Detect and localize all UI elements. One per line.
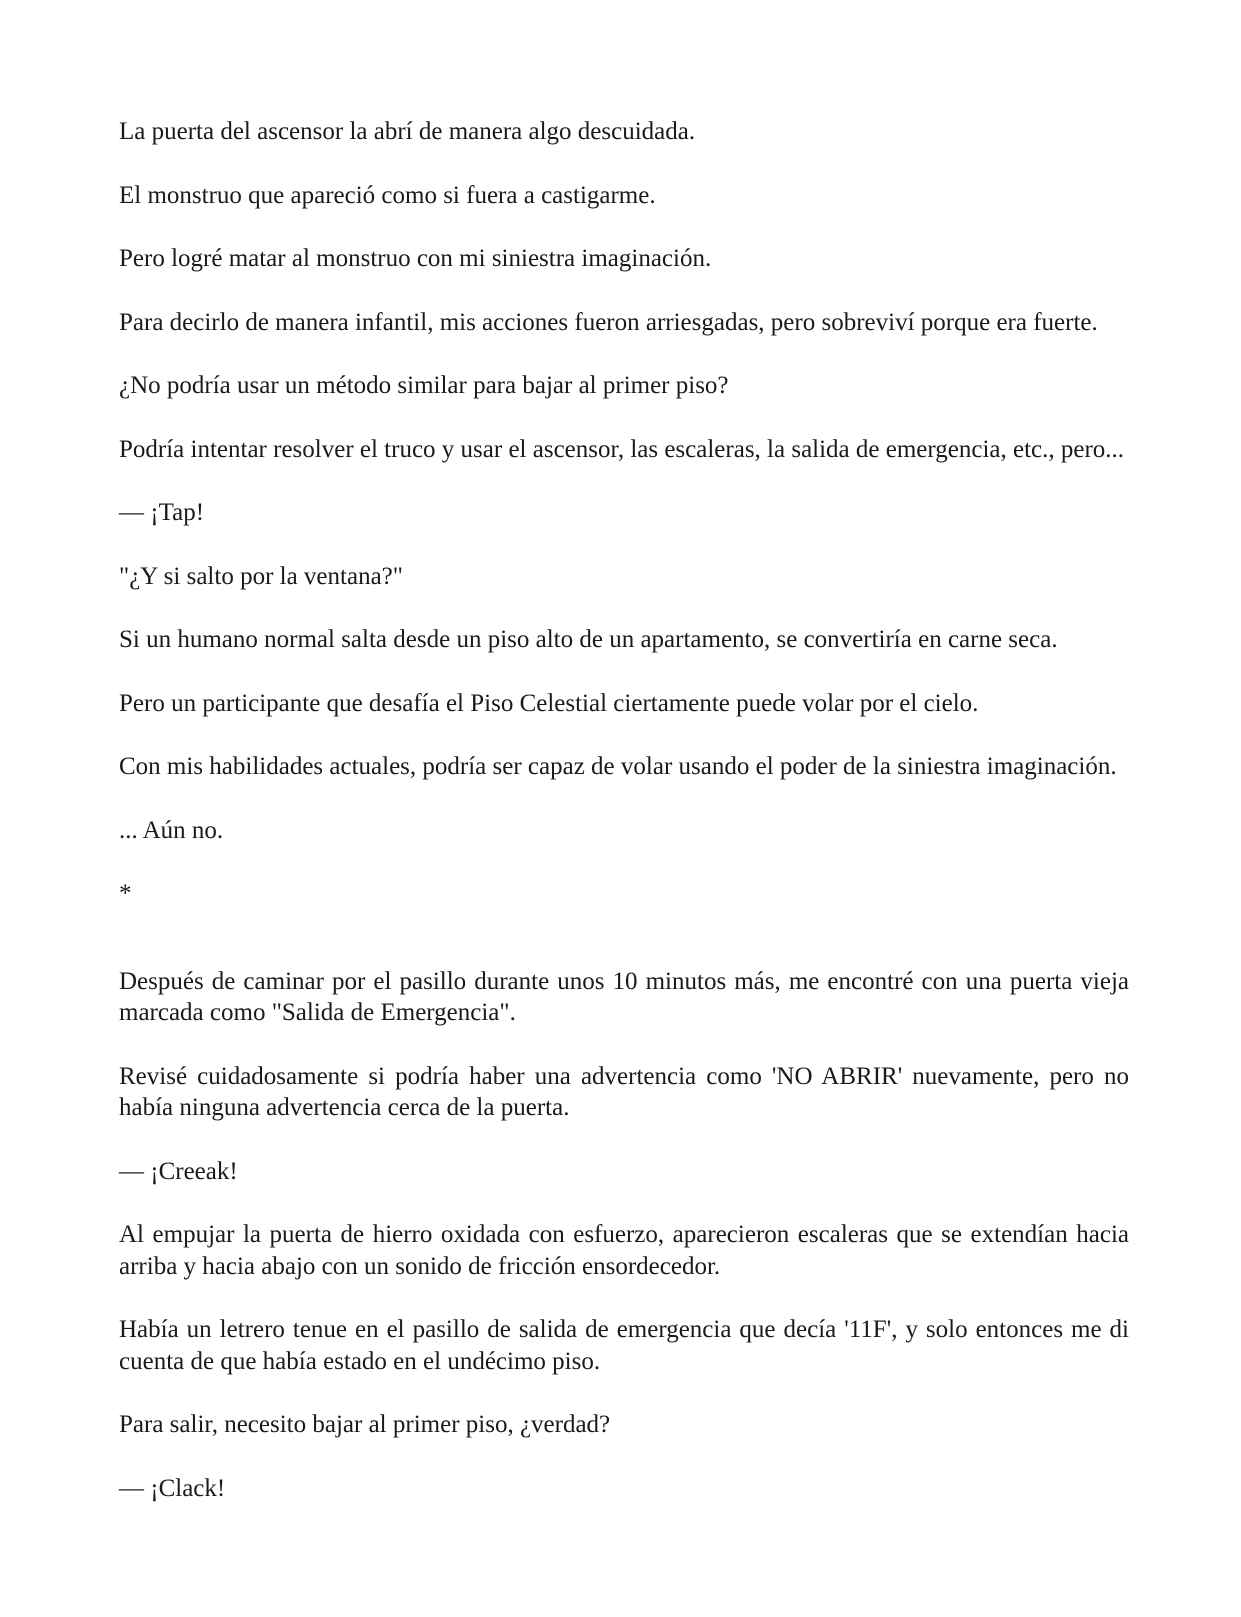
paragraph: Pero logré matar al monstruo con mi siniestra imaginación. <box>119 245 712 272</box>
document-body <box>119 116 1129 1536</box>
paragraph: Si un humano normal salta desde un piso alto de un apartamento, se convertiría en carne seca. <box>119 626 1058 653</box>
paragraph: Con mis habilidades actuales, podría ser capaz de volar usando el poder de la siniestra imaginación. <box>119 753 1117 780</box>
sound-effect-line: — ¡Creeak! <box>119 1157 238 1185</box>
paragraph: Para decirlo de manera infantil, mis acciones fueron arriesgadas, pero sobreviví porque era fuerte. <box>119 308 1098 336</box>
paragraph: Para salir, necesito bajar al primer piso, ¿verdad? <box>119 1411 611 1438</box>
paragraph: Había un letrero tenue en el pasillo de salida de emergencia que decía '11F', y solo entonces me di cuenta de que había estado en el undécimo piso. <box>119 1316 1129 1375</box>
paragraph: Podría intentar resolver el truco y usar el ascensor, las escaleras, la salida de emergencia, etc., pero... <box>119 435 1125 463</box>
paragraph: Pero un participante que desafía el Piso Celestial ciertamente puede volar por el cielo. <box>119 689 979 717</box>
sound-effect-line: — ¡Clack! <box>119 1474 226 1502</box>
paragraph: La puerta del ascensor la abrí de manera algo descuidada. <box>119 118 696 145</box>
paragraph: Al empujar la puerta de hierro oxidada con esfuerzo, aparecieron escaleras que se extendían hacia arriba y hacia abajo con un sonido de fricción ensordecedor. <box>119 1221 1129 1280</box>
dialogue-line: "¿Y si salto por la ventana?" <box>119 562 403 590</box>
scene-separator: * <box>119 880 132 907</box>
paragraph: Después de caminar por el pasillo durante unos 10 minutos más, me encontré con una puerta vieja marcada como "Salida de Emergencia". <box>119 967 1129 1026</box>
paragraph: ¿No podría usar un método similar para bajar al primer piso? <box>119 372 729 399</box>
sound-effect-line: — ¡Tap! <box>119 499 205 526</box>
paragraph: ... Aún no. <box>119 816 224 844</box>
paragraph: El monstruo que apareció como si fuera a castigarme. <box>119 181 656 209</box>
paragraph: Revisé cuidadosamente si podría haber una advertencia como 'NO ABRIR' nuevamente, pero no había ninguna advertencia cerca de la puerta. <box>119 1062 1129 1121</box>
